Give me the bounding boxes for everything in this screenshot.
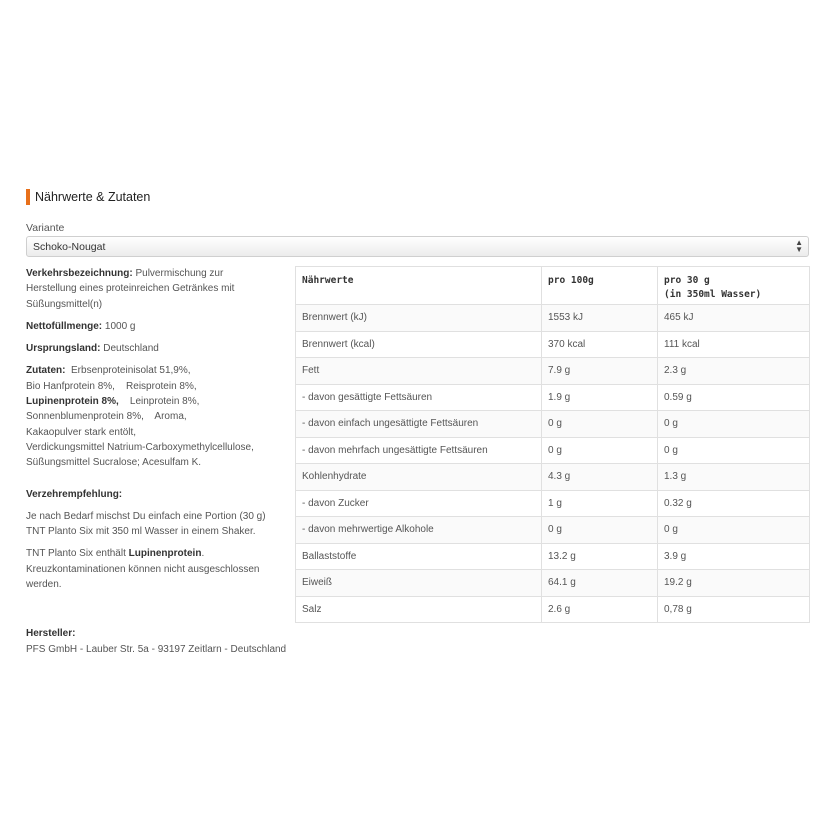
table-row [296,411,810,438]
nutrient-name: - davon mehrwertige Alkohole [296,517,542,544]
zutaten-line-1: Erbsenproteinisolat 51,9%, [65,365,191,377]
header-pro-30g-label: pro 30 g [664,275,710,286]
zutaten-line-6: Verdickungsmittel Natrium-Carboxymethylcellulose, [26,441,254,453]
value-per-100g: 0 g [542,411,658,438]
value-per-30g: 19.2 g [658,570,810,597]
zutaten-line-7: Süßungsmittel Sucralose; Acesulfam K. [26,457,202,469]
value-per-30g: 0 g [658,437,810,464]
nutrient-name: Brennwert (kcal) [296,331,542,358]
nutrient-name: Ballaststoffe [296,543,542,570]
verkehr-label: Verkehrsbezeichnung: [26,268,133,279]
value-per-100g: 0 g [542,517,658,544]
value-per-30g: 0 g [658,517,810,544]
verzehr-text: Je nach Bedarf mischst Du einfach eine Portion (30 g) TNT Planto Six mit 350 ml Wasser in einem Shaker. [26,510,266,538]
value-per-100g: 4.3 g [542,464,658,491]
verzehr-label: Verzehrempfehlung: [26,488,123,500]
value-per-100g: 13.2 g [542,543,658,570]
zutaten-line-4: Sonnenblumenprotein 8%, Aroma, [26,411,187,423]
value-per-100g: 0 g [542,437,658,464]
allergen-pre: TNT Planto Six enthält [26,548,129,560]
value-per-30g: 111 kcal [658,331,810,358]
table-header-row [296,267,810,305]
zutaten-line-2: Bio Hanfprotein 8%, Reisprotein 8%, [26,380,197,392]
table-row [296,543,810,570]
value-per-100g: 2.6 g [542,596,658,623]
ursprungsland [26,341,276,356]
value-per-30g: 0.59 g [658,384,810,411]
value-per-30g: 2.3 g [658,358,810,385]
table-row [296,517,810,544]
table-row [296,358,810,385]
section-title: Nährwerte & Zutaten [26,189,150,205]
value-per-30g: 465 kJ [658,305,810,332]
table-row [296,384,810,411]
nutrient-name: Eiweiß [296,570,542,597]
header-pro-100g: pro 100g [542,267,658,305]
header-wasser-label: (in 350ml Wasser) [664,289,762,300]
header-naehrwerte: Nährwerte [296,267,542,305]
value-per-100g: 1.9 g [542,384,658,411]
table-row [296,464,810,491]
table-body [296,305,810,623]
zutaten-line-5: Kakaopulver stark entölt, [26,426,137,438]
value-per-100g: 370 kcal [542,331,658,358]
netto-text: 1000 g [102,320,136,332]
netto-label: Nettofüllmenge: [26,320,103,332]
table-row [296,331,810,358]
value-per-100g: 7.9 g [542,358,658,385]
value-per-100g: 1 g [542,490,658,517]
table-row [296,570,810,597]
verzehr-heading [26,487,276,502]
value-per-100g: 1553 kJ [542,305,658,332]
value-per-30g: 0,78 g [658,596,810,623]
nutrition-table [295,266,810,623]
value-per-100g: 64.1 g [542,570,658,597]
verkehr-text: Pulvermischung zur Herstellung eines proteinreichen Getränkes mit Süßungsmittel(n) [26,268,235,310]
value-per-30g: 1.3 g [658,464,810,491]
maker-label: Hersteller: [26,628,76,639]
header-pro-30g [658,267,810,305]
allergen-post: . Kreuzkontaminationen können nicht ausgeschlossen werden. [26,548,260,591]
variant-select[interactable] [26,236,809,257]
manufacturer [26,626,286,657]
table-row [296,437,810,464]
nutrient-name: Kohlenhydrate [296,464,542,491]
nutrient-name: - davon mehrfach ungesättigte Fettsäuren [296,437,542,464]
maker-text: PFS GmbH - Lauber Str. 5a - 93197 Zeitlarn - Deutschland [26,643,287,655]
variant-selected-value: Schoko-Nougat [33,241,106,253]
nutrient-name: Salz [296,596,542,623]
select-arrows-icon: ▲ ▼ [795,238,803,254]
nettofuellmenge [26,319,276,334]
allergen-note [26,546,276,592]
product-info [26,266,276,599]
nutrient-name: - davon einfach ungesättigte Fettsäuren [296,411,542,438]
ursprung-label: Ursprungsland: [26,343,101,355]
nutrient-name: - davon gesättigte Fettsäuren [296,384,542,411]
value-per-30g: 0.32 g [658,490,810,517]
variant-label: Variante [26,222,65,234]
ursprung-text: Deutschland [100,343,159,355]
zutaten-label: Zutaten: [26,365,66,377]
allergen-bold: Lupinenprotein [128,548,202,560]
table-row [296,490,810,517]
nutrient-name: Fett [296,358,542,385]
nutrient-name: Brennwert (kJ) [296,305,542,332]
table-row [296,596,810,623]
zutaten-line-3: Leinprotein 8%, [118,396,200,408]
zutaten [26,363,276,470]
nutrient-name: - davon Zucker [296,490,542,517]
zutaten-allergen: Lupinenprotein 8%, [26,396,119,408]
verkehrsbezeichnung [26,266,276,312]
value-per-30g: 3.9 g [658,543,810,570]
value-per-30g: 0 g [658,411,810,438]
table-row [296,305,810,332]
